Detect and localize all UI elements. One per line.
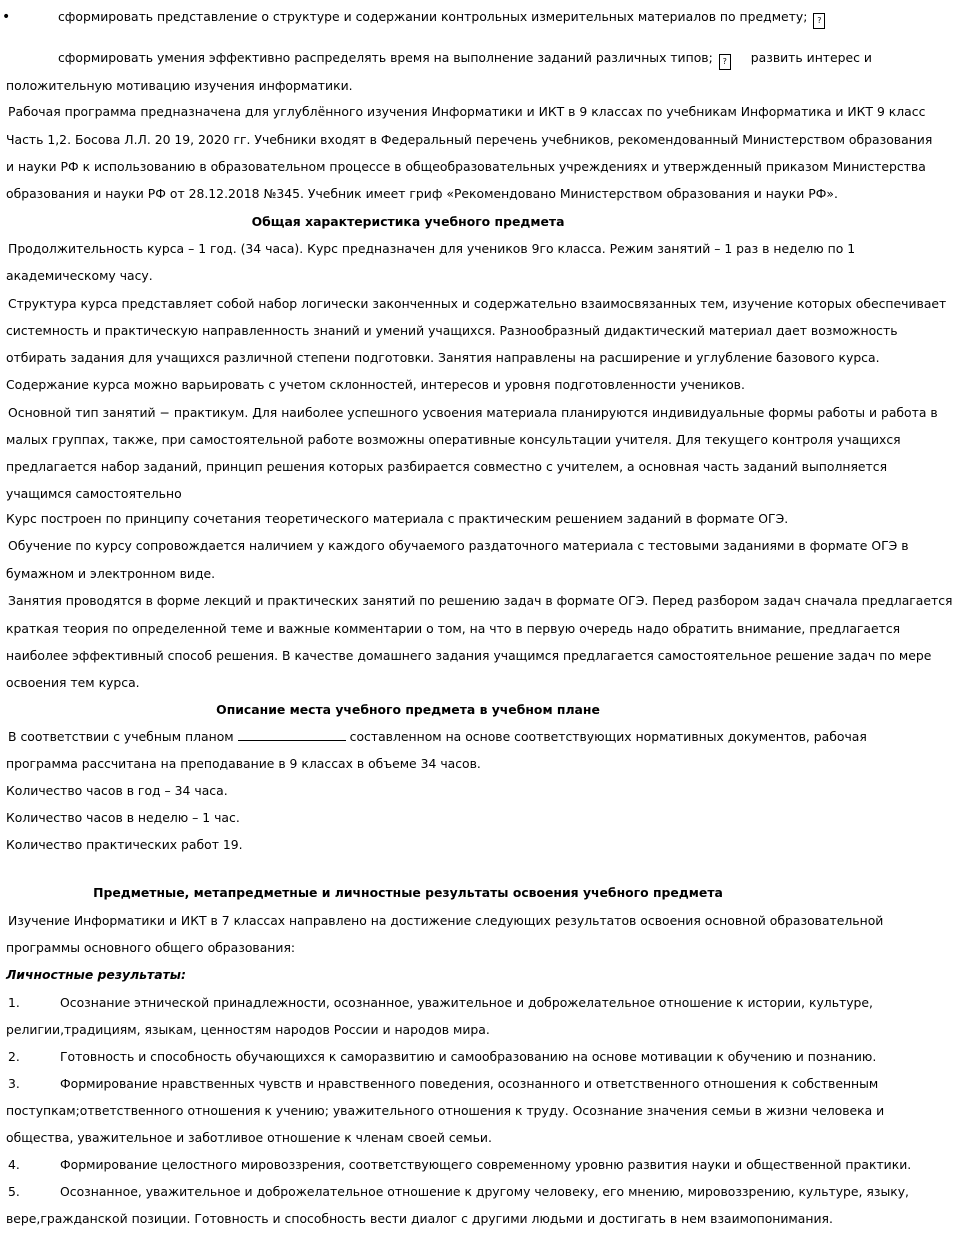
practice-line-1: Основной тип занятий − практикум. Для наиболее успешного усвоения материала планируются индивидуальные формы работы и работа в	[8, 405, 938, 420]
training-line-2: бумажном и электронном виде.	[6, 566, 216, 581]
hours-per-week: Количество часов в неделю – 1 час.	[6, 810, 240, 825]
heading-place: Описание места учебного предмета в учебном плане	[216, 702, 600, 717]
item-number: 3.	[8, 1076, 20, 1091]
plan-line-2: программа рассчитана на преподавание в 9 классах в объеме 34 часов.	[6, 756, 481, 771]
study-line-1: Изучение Информатики и ИКТ в 7 классах направлено на достижение следующих результатов освоения основной образовательной	[8, 913, 884, 928]
intro-line-3: положительную мотивацию изучения информатики.	[6, 78, 353, 93]
heading-general: Общая характеристика учебного предмета	[251, 214, 565, 229]
heading-personal-results: Личностные результаты:	[6, 967, 186, 982]
item-number: 2.	[8, 1049, 20, 1064]
list-item-5-line-2: вере,гражданской позиции. Готовность и способность вести диалог с другими людьми и достигать в нем взаимопонимания.	[6, 1211, 833, 1226]
item-number: 5.	[8, 1184, 20, 1199]
program-line-2: Часть 1,2. Босова Л.Л. 20 19, 2020 гг. Учебники входят в Федеральный перечень учебников, рекомендованный Министерством образования	[6, 132, 933, 147]
list-item-1-line-2: религии,традициям, языкам, ценностям народов России и народов мира.	[6, 1022, 490, 1037]
bullet-icon: •	[2, 9, 11, 25]
plan-line-1: В соответствии с учебным планом составленном на основе соответствующих нормативных документов, рабочая	[8, 729, 867, 744]
list-item-1-line-1: Осознание этнической принадлежности, осознанное, уважительное и доброжелательное отношение к истории, культуре,	[60, 995, 873, 1010]
intro-line-2: сформировать умения эффективно распределять время на выполнение заданий различных типов; ? развить интерес и	[58, 49, 778, 70]
item-number: 1.	[8, 995, 20, 1010]
list-item-3-line-1: Формирование нравственных чувств и нравственного поведения, осознанного и ответственного отношения к собственным	[60, 1076, 879, 1091]
heading-results: Предметные, метапредметные и личностные результаты освоения учебного предмета	[93, 885, 723, 900]
blank-line	[238, 728, 346, 741]
study-line-2: программы основного общего образования:	[6, 940, 296, 955]
lessons-line-1: Занятия проводятся в форме лекций и практических занятий по решению задач в формате ОГЭ. Перед разбором задач сначала предлагается	[8, 593, 953, 608]
intro-line-1: сформировать представление о структуре и содержании контрольных измерительных материалов по предмету; ?	[58, 8, 718, 29]
duration-line-2: академическому часу.	[6, 268, 153, 283]
practice-line-2: малых группах, также, при самостоятельной работе возможны оперативные консультации учителя. Для текущего контроля учащихся	[6, 432, 901, 447]
practice-line-4: учащимся самостоятельно	[6, 486, 182, 501]
structure-line-1: Структура курса представляет собой набор логически законченных и содержательно взаимосвязанных тем, изучение которых обеспечивает	[8, 296, 947, 311]
structure-line-3: отбирать задания для учащихся различной степени подготовки. Занятия направлены на расширение и углубление базового курса.	[6, 350, 880, 365]
lessons-line-4: освоения тем курса.	[6, 675, 140, 690]
duration-line-1: Продолжительность курса – 1 год. (34 часа). Курс предназначен для учеников 9го класса. Режим занятий – 1 раз в неделю по 1	[8, 241, 856, 256]
program-line-4: образования и науки РФ от 28.12.2018 №345. Учебник имеет гриф «Рекомендовано Министерством образования и науки РФ».	[6, 186, 838, 201]
list-item-3-line-2: поступкам;ответственного отношения к учению; уважительного отношения к труду. Осознание значения семьи в жизни человека и	[6, 1103, 885, 1118]
list-item-3-line-3: общества, уважительное и заботливое отношение к членам своей семьи.	[6, 1130, 492, 1145]
list-item-4-line-1: Формирование целостного мировоззрения, соответствующего современному уровню развития науки и общественной практики.	[60, 1157, 912, 1172]
hours-per-year: Количество часов в год – 34 часа.	[6, 783, 228, 798]
structure-line-4: Содержание курса можно варьировать с учетом склонностей, интересов и уровня подготовленности учеников.	[6, 377, 745, 392]
missing-glyph-icon: ?	[813, 13, 825, 29]
list-item-2-line-1: Готовность и способность обучающихся к саморазвитию и самообразованию на основе мотивации к обучению и познанию.	[60, 1049, 877, 1064]
training-line-1: Обучение по курсу сопровождается наличием у каждого обучаемого раздаточного материала с тестовыми заданиями в формате ОГЭ в	[8, 538, 909, 553]
lessons-line-2: краткая теория по определенной теме и важные комментарии о том, на что в первую очередь надо обратить внимание, предлагается	[6, 621, 901, 636]
program-line-1: Рабочая программа предназначена для углублённого изучения Информатики и ИКТ в 9 классах по учебникам Информатика и ИКТ 9 класс	[8, 104, 926, 119]
practice-line-3: предлагается набор заданий, принцип решения которых разбирается совместно с учителем, а основная часть заданий выполняется	[6, 459, 888, 474]
principle-line: Курс построен по принципу сочетания теоретического материала с практическим решением заданий в формате ОГЭ.	[6, 511, 789, 526]
structure-line-2: системность и практическую направленность знаний и умений учащихся. Разнообразный дидактический материал дает возможность	[6, 323, 898, 338]
lessons-line-3: наиболее эффективный способ решения. В качестве домашнего задания учащимся предлагается самостоятельное решение задач по мере	[6, 648, 932, 663]
missing-glyph-icon: ?	[719, 54, 731, 70]
practical-works-count: Количество практических работ 19.	[6, 837, 243, 852]
program-line-3: и науки РФ к использованию в образовательном процессе в общеобразовательных учреждениях и утвержденный приказом Министерства	[6, 159, 926, 174]
list-item-5-line-1: Осознанное, уважительное и доброжелательное отношение к другому человеку, его мнению, мировоззрению, культуре, языку,	[60, 1184, 909, 1199]
item-number: 4.	[8, 1157, 20, 1172]
